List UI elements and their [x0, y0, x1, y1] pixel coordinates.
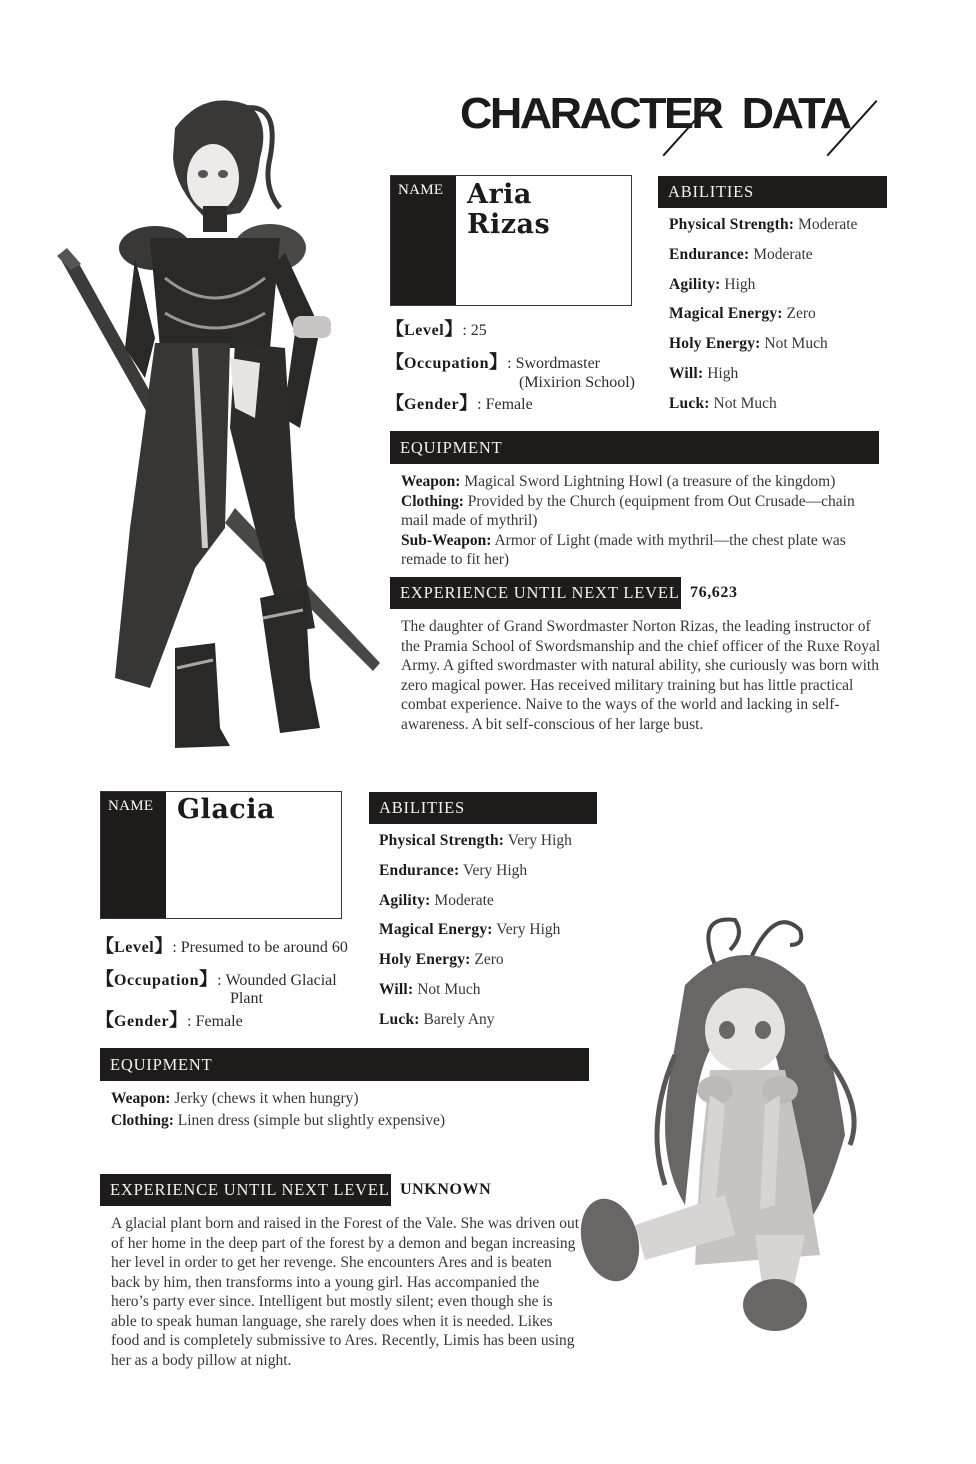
name-tag: NAME	[391, 176, 456, 305]
equipment-row: Weapon: Magical Sword Lightning Howl (a treasure of the kingdom)	[401, 473, 836, 490]
name-box-glacia	[100, 791, 342, 919]
level-label: Level	[114, 939, 155, 956]
equipment-row: Weapon: Jerky (chews it when hungry)	[111, 1090, 359, 1107]
occupation-label: Occupation	[114, 972, 200, 989]
experience-header: EXPERIENCE UNTIL NEXT LEVEL	[390, 577, 681, 609]
name-box-aria	[390, 175, 632, 306]
ability-row: Agility: High	[669, 276, 756, 293]
name-tag: NAME	[101, 792, 166, 918]
ability-row: Endurance: Very High	[379, 862, 528, 879]
gender-value: Female	[195, 1013, 243, 1030]
profile-gender: 【Gender】: Female	[96, 1010, 243, 1030]
ability-row: Physical Strength: Very High	[379, 832, 572, 849]
ability-row: Physical Strength: Moderate	[669, 216, 858, 233]
equipment-row: Clothing: Provided by the Church (equipment from Out Crusade—chain mail made of mythril)	[401, 492, 855, 529]
ability-row: Magical Energy: Very High	[379, 921, 561, 938]
profile-gender: 【Gender】: Female	[386, 393, 533, 413]
profile-level: 【Level】: Presumed to be around 60	[96, 936, 348, 956]
experience-value: 76,623	[690, 584, 738, 601]
ability-row: Agility: Moderate	[379, 892, 494, 909]
abilities-header: ABILITIES	[369, 792, 597, 824]
gender-value: Female	[485, 396, 533, 413]
character-description: The daughter of Grand Swordmaster Norton Rizas, the leading instructor of the Pramia School of Swordsmanship and the chief officer of the Ruxe Royal Army. A gifted swordmaster with natural ability, she curiously was born with zero magical power. Has received military training but has little practical combat experience. Naive to the ways of the world and lacking in self-awareness. A bit self-conscious of her large bust.	[401, 618, 881, 733]
occupation-value-line1: Swordmaster	[515, 355, 601, 372]
character-description: A glacial plant born and raised in the Forest of the Vale. She was driven out of her home in the deep part of the forest by a demon and began increasing her level in order to get her revenge. She encounters Ares and is beaten back by him, then transforms into a young girl. Has accompanied the hero’s party ever since. Intelligent but mostly silent; even though she is able to speak human language, she rarely does when it is needed. Likes food and is completely submissive to Ares. Recently, Limis has been using her as a body pillow at night.	[111, 1215, 580, 1369]
page-title	[460, 89, 850, 138]
gender-label: Gender	[114, 1013, 170, 1030]
gender-label: Gender	[404, 396, 460, 413]
ability-row: Holy Energy: Zero	[379, 951, 504, 968]
occupation-value-line2: Plant	[230, 990, 263, 1007]
equipment-list	[401, 472, 871, 570]
sitting-girl-illustration	[575, 905, 875, 1335]
occupation-label: Occupation	[404, 355, 490, 372]
ability-row: Luck: Barely Any	[379, 1011, 495, 1028]
level-value: Presumed to be around 60	[180, 939, 348, 956]
ability-row: Will: Not Much	[379, 981, 481, 998]
ability-row: Will: High	[669, 365, 739, 382]
equipment-row: Sub-Weapon: Armor of Light (made with mythril—the chest plate was remade to fit her)	[401, 531, 846, 568]
equipment-list	[111, 1088, 581, 1132]
ability-row: Magical Energy: Zero	[669, 305, 816, 322]
character-name	[467, 180, 550, 240]
ability-row: Luck: Not Much	[669, 395, 777, 412]
character-name-line1: Aria	[467, 179, 532, 210]
occupation-value-line1: Wounded Glacial	[225, 972, 337, 989]
abilities-header: ABILITIES	[658, 176, 887, 208]
equipment-header: EQUIPMENT	[100, 1048, 589, 1081]
equipment-header: EQUIPMENT	[390, 431, 879, 464]
profile-occupation: 【Occupation】: Wounded Glacial	[96, 969, 337, 989]
occupation-value-line2: (Mixirion School)	[519, 374, 635, 391]
page-title-part2: DATA	[741, 89, 850, 138]
ability-row: Holy Energy: Not Much	[669, 335, 828, 352]
experience-header: EXPERIENCE UNTIL NEXT LEVEL	[100, 1174, 391, 1206]
armored-swordswoman-illustration	[55, 88, 385, 753]
character-name	[177, 795, 275, 825]
profile-level: 【Level】: 25	[386, 319, 487, 339]
character-name-line1: Glacia	[177, 794, 276, 825]
level-label: Level	[404, 322, 445, 339]
page-title-part1: CHARACTER	[460, 89, 722, 138]
equipment-row: Clothing: Linen dress (simple but slightly expensive)	[111, 1112, 446, 1129]
character-name-line2: Rizas	[467, 209, 551, 240]
profile-occupation: 【Occupation】: Swordmaster	[386, 352, 601, 372]
ability-row: Endurance: Moderate	[669, 246, 813, 263]
experience-value: UNKNOWN	[400, 1181, 492, 1198]
level-value: 25	[470, 322, 487, 339]
